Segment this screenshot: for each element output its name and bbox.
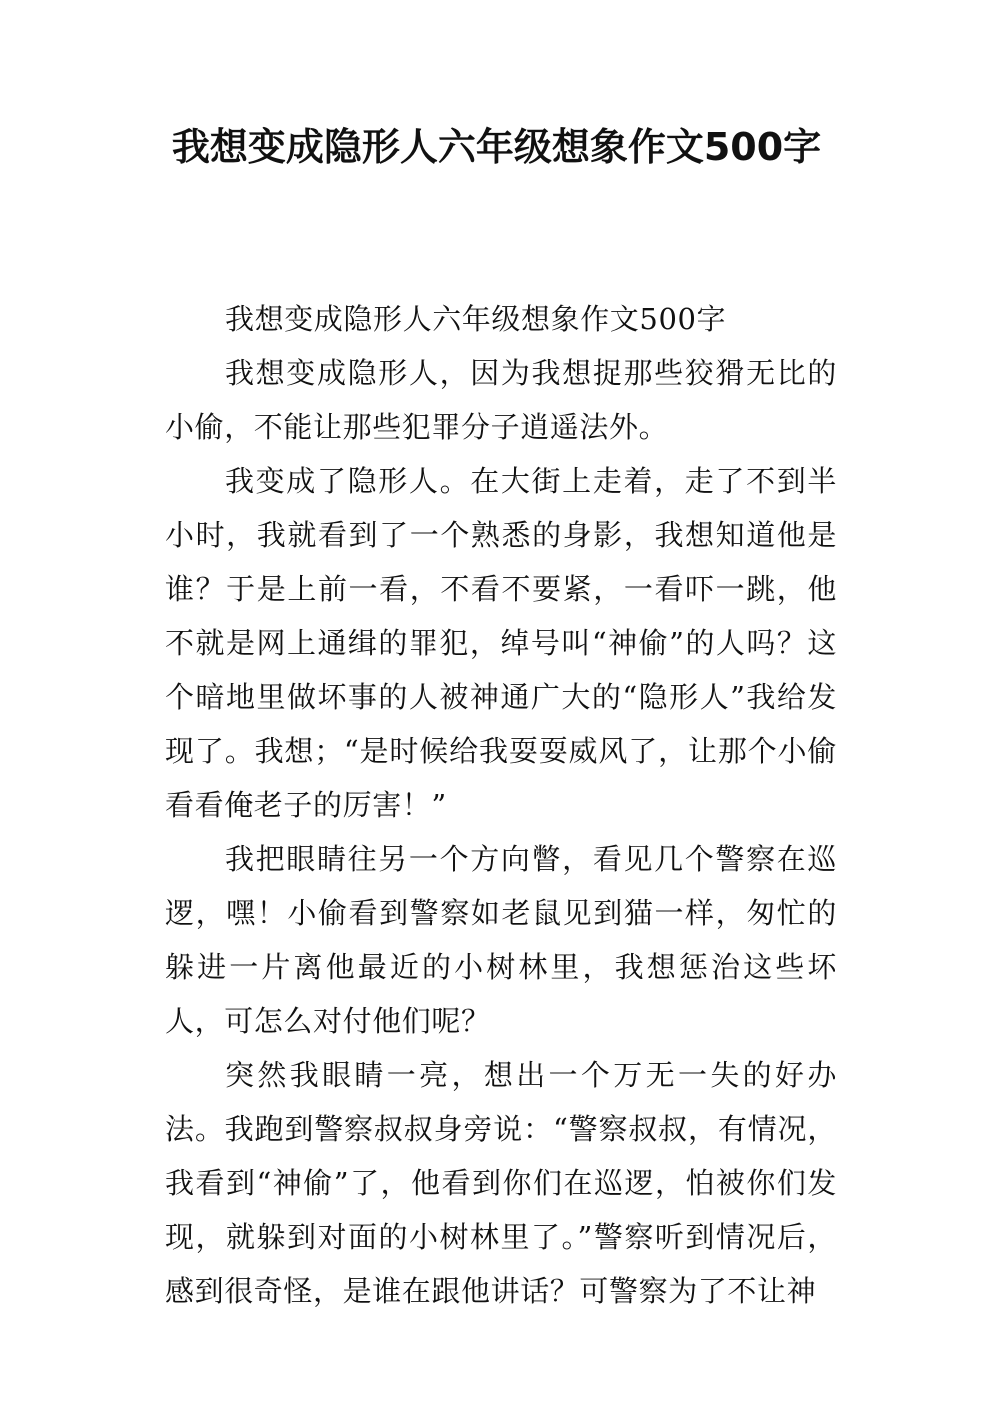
document-title: 我想变成隐形人六年级想象作文500字 [171, 125, 822, 169]
paragraph-heading-repeat: 我想变成隐形人六年级想象作文500字 [225, 302, 727, 336]
paragraph-discovery: 我变成了隐形人。在大街上走着，走了不到半小时，我就看到了一个熟悉的身影，我想知道他是谁？于是上前一看，不看不要紧，一看吓一跳，他不就是网上通缉的罪犯，绰号叫“神偷”的人吗？这个暗地里做坏事的人被神通广大的“隐形人”我给发现了。我想；“是时候给我耍耍威风了，让那个小偷看看俺老子的厉害！” [165, 464, 837, 822]
paragraph-plan: 突然我眼睛一亮，想出一个万无一失的好办法。我跑到警察叔叔身旁说：“警察叔叔，有情况，我看到“神偷”了，他看到你们在巡逻，怕被你们发现，就躲到对面的小树林里了。”警察听到情况后，感到很奇怪，是谁在跟他讲话？可警察为了不让神 [165, 1058, 837, 1308]
paragraph-police: 我把眼睛往另一个方向瞥，看见几个警察在巡逻，嘿！小偷看到警察如老鼠见到猫一样，匆忙的躲进一片离他最近的小树林里，我想惩治这些坏人，可怎么对付他们呢？ [165, 842, 837, 1038]
paragraph-intro: 我想变成隐形人，因为我想捉那些狡猾无比的小偷，不能让那些犯罪分子逍遥法外。 [165, 356, 837, 444]
document-body [165, 292, 837, 1318]
